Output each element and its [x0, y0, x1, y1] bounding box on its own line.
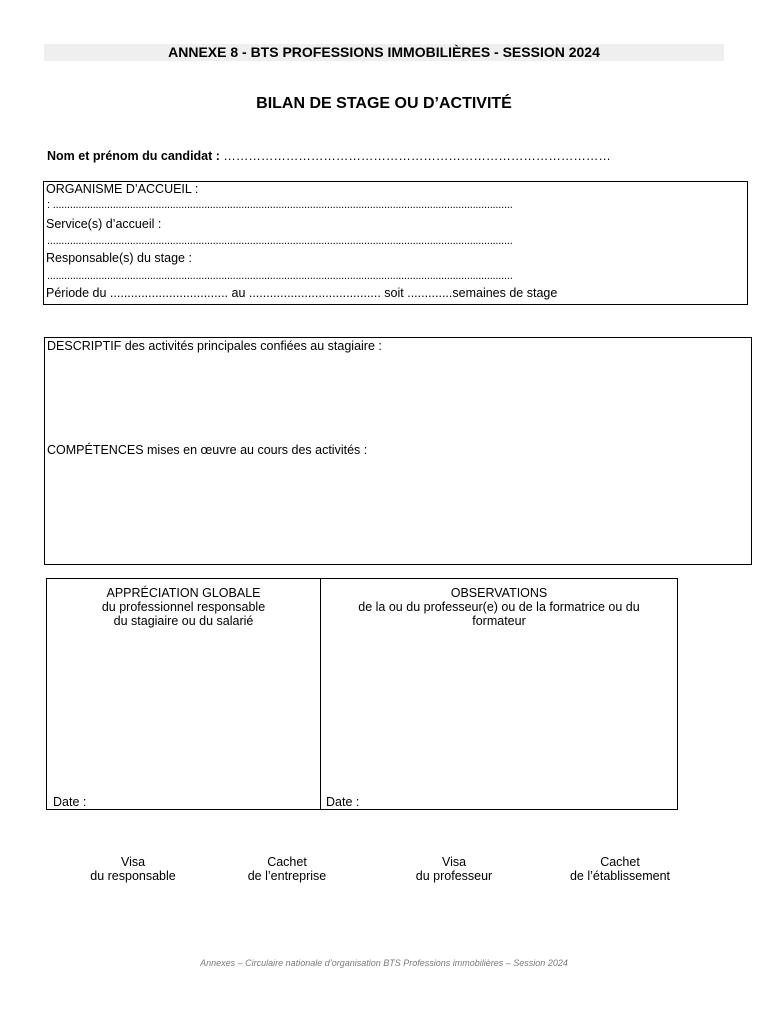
appreciation-subtitle-1: du professionnel responsable	[101, 600, 266, 614]
page-footer: Annexes – Circulaire nationale d’organisation BTS Professions immobilières – Session 2024	[200, 958, 568, 968]
signature-visa-responsable	[58, 855, 208, 883]
service-field[interactable]: ...................................................................................................................................................................	[47, 235, 513, 247]
responsable-field[interactable]: ...................................................................................................................................................................	[47, 270, 513, 282]
observations-header	[321, 586, 677, 628]
signature-cachet-etablissement	[545, 855, 695, 883]
organisation-box	[43, 181, 748, 305]
signature-line2: de l’entreprise	[247, 869, 327, 883]
candidate-name-label: Nom et prénom du candidat :	[47, 149, 220, 163]
candidate-name-row	[47, 148, 611, 164]
appreciation-title: APPRÉCIATION GLOBALE	[106, 586, 261, 600]
organisme-field[interactable]: : .................................................................................................................................................................	[47, 199, 513, 211]
assessment-table	[46, 578, 678, 810]
signature-visa-professeur	[379, 855, 529, 883]
observations-date-label: Date :	[326, 795, 360, 809]
appreciation-subtitle-2: du stagiaire ou du salarié	[113, 614, 254, 628]
annex-header	[44, 44, 724, 61]
service-label: Service(s) d’accueil :	[46, 217, 162, 231]
signature-line1: Visa	[120, 855, 146, 869]
competences-label: COMPÉTENCES mises en œuvre au cours des activités :	[47, 443, 368, 457]
signature-line1: Visa	[441, 855, 467, 869]
signature-line2: du responsable	[90, 869, 176, 883]
descriptif-label: DESCRIPTIF des activités principales confiées au stagiaire :	[47, 339, 382, 353]
annex-title: ANNEXE 8 - BTS PROFESSIONS IMMOBILIÈRES - SESSION 2024	[168, 44, 600, 60]
activities-box	[44, 337, 752, 565]
appreciation-date-label: Date :	[53, 795, 87, 809]
signature-line2: de l’établissement	[569, 869, 671, 883]
appreciation-header	[47, 586, 320, 628]
candidate-name-field[interactable]: …………………………………………………………………………………	[223, 149, 611, 163]
periode-line[interactable]: Période du .................................. au ...................................... soit .............semaines de stage	[46, 286, 558, 300]
signature-line2: du professeur	[415, 869, 493, 883]
responsable-label: Responsable(s) du stage :	[46, 251, 192, 265]
signature-cachet-entreprise	[212, 855, 362, 883]
observations-title: OBSERVATIONS	[450, 586, 548, 600]
observations-subtitle-2: formateur	[472, 614, 526, 628]
signature-line1: Cachet	[267, 855, 307, 869]
organisme-label: ORGANISME D’ACCUEIL :	[46, 182, 199, 196]
signature-line1: Cachet	[600, 855, 640, 869]
observations-subtitle-1: de la ou du professeur(e) ou de la formatrice ou du	[358, 600, 640, 614]
page-title: BILAN DE STAGE OU D’ACTIVITÉ	[256, 95, 512, 112]
